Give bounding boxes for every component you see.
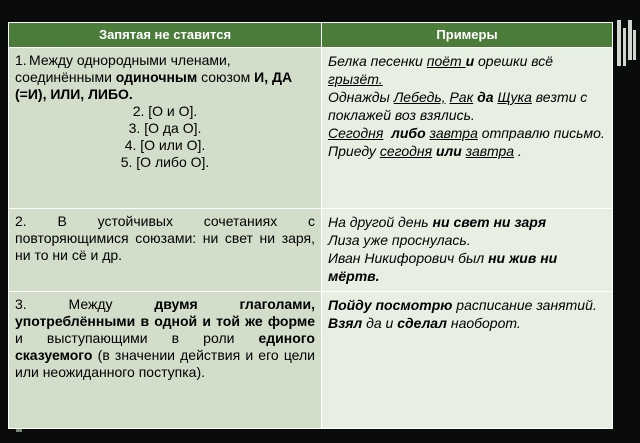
example-sentence [328, 314, 606, 332]
underlined-word: завтра [429, 125, 478, 141]
rule-text [15, 296, 315, 381]
scheme-item: 3. [О да О]. [128, 120, 202, 136]
example-sentence [328, 249, 606, 285]
bold-phrase: ни жив ни мёртв. [328, 250, 558, 284]
rule-cell [9, 292, 322, 429]
table-row [9, 48, 613, 209]
table-row [9, 209, 613, 292]
example-fragment: да и [362, 315, 398, 331]
table-row [9, 292, 613, 429]
example-fragment [383, 125, 391, 141]
bold-phrase: Пойду посмотрю [328, 297, 453, 313]
underlined-word: Лебедь, [393, 89, 446, 105]
header-row [9, 23, 613, 48]
underlined-word: поёт [426, 53, 466, 69]
example-cell [322, 292, 613, 429]
rule-cell [9, 209, 322, 292]
example-sentence [328, 52, 606, 88]
example-sentence [328, 124, 606, 142]
bold-conjunction: либо [391, 125, 426, 141]
example-sentence [328, 142, 606, 160]
example-fragment: везти с поклажей воз взялись. [328, 89, 588, 123]
example-sentence [328, 88, 606, 124]
bold-conjunction: да [477, 89, 494, 105]
rule-fragment: и выступающими в роли [15, 330, 259, 346]
bold-phrase: ни свет ни заря [432, 214, 547, 230]
example-fragment: орешки всё [474, 53, 554, 69]
rule-fragment: Между [26, 296, 155, 312]
scheme-item: 4. [О или О]. [124, 137, 206, 153]
rule-number: 3. [15, 296, 27, 312]
rule-text [15, 213, 315, 264]
scheme-list [15, 103, 315, 171]
rule-cell [9, 48, 322, 209]
scheme-item: 2. [О и О]. [132, 103, 198, 119]
deco-bar [617, 20, 621, 66]
underlined-word: завтра [465, 143, 515, 159]
example-fragment: расписание занятий. [452, 297, 597, 313]
bold-phrase: Взял [328, 315, 363, 331]
deco-bar [623, 28, 626, 66]
rule-fragment: . В устойчивых сочетаниях с повторяющимися союзами: ни свет ни заря, ни то ни сё и др. [15, 213, 315, 263]
example-sentence: Лиза уже проснулась. [328, 232, 471, 248]
example-sentence [328, 296, 606, 314]
slide-decoration [617, 20, 637, 80]
bold-conjunction: или [435, 143, 462, 159]
header-no-comma: Запятая не ставится [9, 23, 322, 48]
rule-bold: двумя глаголами, употреблёнными в одной и той же форме [15, 296, 315, 329]
underlined-word: Рак [449, 89, 474, 105]
rule-text [15, 52, 315, 103]
header-examples: Примеры [322, 23, 613, 48]
rule-bold: И, ДА (=И), ИЛИ, ЛИБО. [15, 69, 293, 102]
underlined-word: сегодня [379, 143, 433, 159]
rule-fragment: Между однородными членами, соединёнными [15, 52, 231, 85]
deco-bar [628, 20, 632, 60]
rule-bold: единого сказуемого [15, 330, 315, 363]
example-fragment: наоборот. [446, 315, 521, 331]
rule-bold: одиночным [115, 69, 198, 85]
deco-bar [633, 30, 636, 60]
example-fragment: отправлю письмо. [477, 125, 605, 141]
example-cell [322, 209, 613, 292]
example-fragment: Белка песенки [328, 53, 427, 69]
rule-fragment: союзом [197, 69, 255, 85]
rule-fragment: (в значении действия и его цели или неожиданного поступка). [15, 347, 315, 380]
example-fragment: Однажды [328, 89, 394, 105]
underlined-word: грызёт. [328, 71, 383, 87]
scheme-item: 5. [О либо О]. [120, 154, 210, 170]
punctuation-rules-table [8, 22, 613, 429]
rule-number: 2 [15, 213, 23, 229]
example-fragment: . [514, 143, 522, 159]
underlined-word: Сегодня [328, 125, 384, 141]
example-fragment: Приеду [328, 143, 380, 159]
bold-conjunction: и [465, 53, 475, 69]
example-sentence [328, 213, 606, 231]
bold-phrase: сделал [397, 315, 447, 331]
example-cell [322, 48, 613, 209]
underlined-word: Щука [497, 89, 532, 105]
example-fragment: На другой день [328, 214, 433, 230]
rule-number: 1. [15, 52, 27, 68]
example-fragment: Иван Никифорович был [328, 250, 489, 266]
